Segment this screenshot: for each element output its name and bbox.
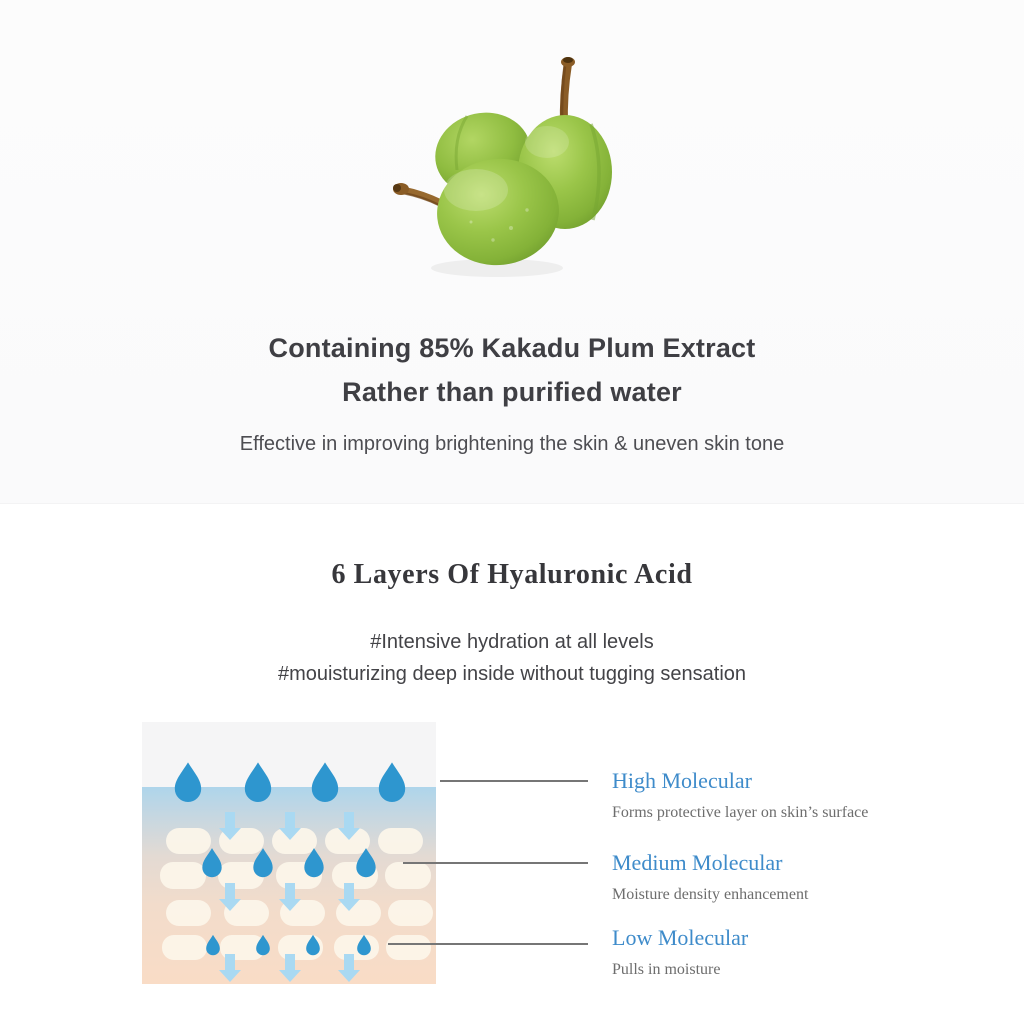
layer-name: Medium Molecular: [612, 850, 783, 875]
layer-name: Low Molecular: [612, 925, 749, 950]
layer-label-medium: [612, 850, 942, 905]
hero-title-line1: Containing 85% Kakadu Plum Extract: [268, 333, 756, 363]
skin-layers-diagram: [142, 722, 592, 984]
hyaluronic-title: 6 Layers Of Hyaluronic Acid: [331, 559, 693, 590]
layer-description: Moisture density enhancement: [612, 886, 809, 903]
hashtag-line: #mouisturizing deep inside without tugging sensation: [277, 663, 747, 685]
kakadu-plum-section: [0, 0, 1024, 504]
layer-label-low: [612, 925, 942, 980]
layer-description: Forms protective layer on skin’s surface: [612, 804, 869, 821]
hashtag-lines: [0, 626, 1024, 690]
skin-cell-row: [160, 862, 431, 889]
layer-label-high: [612, 768, 942, 823]
skin-cell-row: [166, 900, 433, 926]
layer-description: Pulls in moisture: [612, 961, 721, 978]
hero-subtitle: Effective in improving brightening the skin & uneven skin tone: [239, 433, 785, 455]
hashtag-line: #Intensive hydration at all levels: [370, 631, 654, 653]
layer-name: High Molecular: [612, 768, 752, 793]
hero-title: [0, 326, 1024, 414]
plum-stem-icon: [393, 183, 441, 205]
skin-cell-row: [162, 935, 431, 960]
kakadu-plums-image: [375, 50, 665, 292]
hero-title-line2: Rather than purified water: [342, 377, 682, 407]
